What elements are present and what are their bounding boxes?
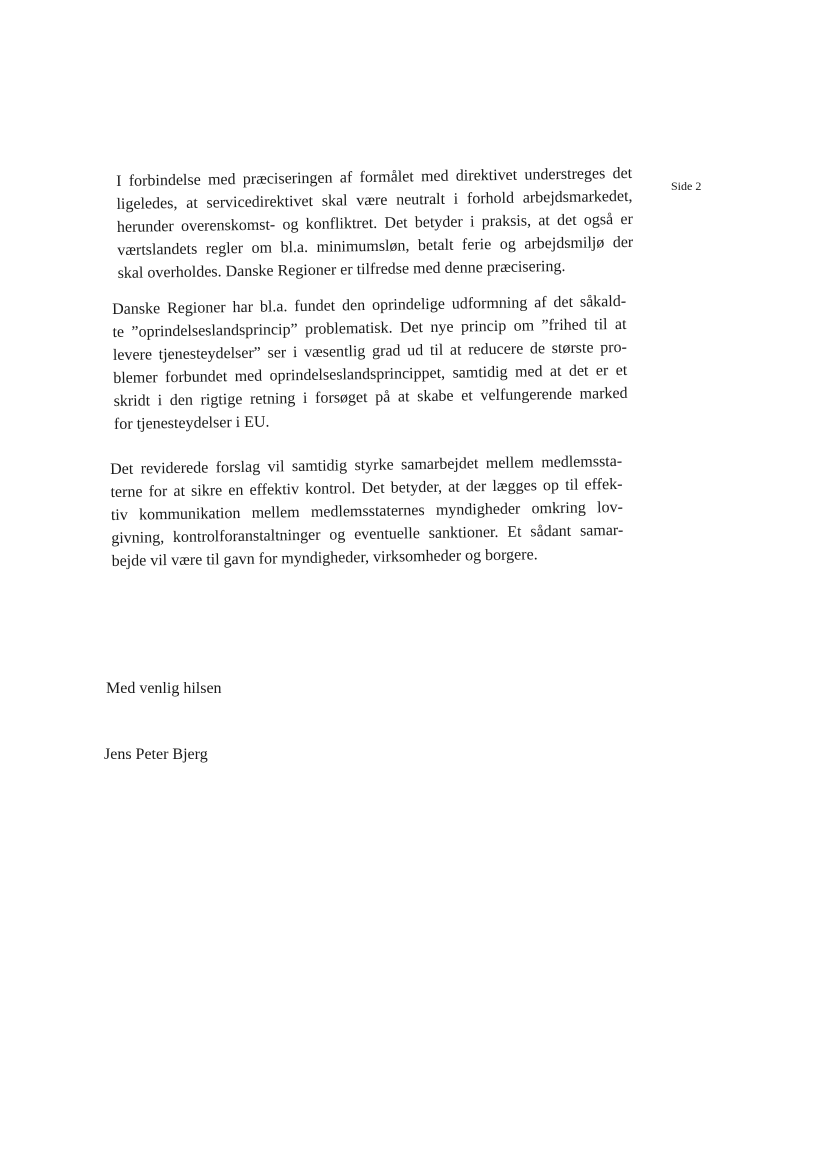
paragraph-line: Danske Regioner har bl.a. fundet den oprindelige udformning af det såkald-: [112, 292, 627, 318]
closing-greeting: Med venlig hilsen: [106, 680, 222, 697]
paragraph-line: te ”oprindelseslandsprincip” problematisk. Det nye princip om ”frihed til at: [112, 315, 627, 341]
paragraph-line: for tjenesteydelser i EU.: [113, 413, 270, 433]
paragraph-line: bejde vil være til gavn for myndigheder, virksomheder og borgere.: [111, 546, 538, 570]
paragraph-cooperation: [110, 450, 624, 573]
paragraph-line: givning, kontrolforanstaltninger og eventuelle sanktioner. Et sådant samar-: [111, 521, 624, 547]
paragraph-line: ligeledes, at servicedirektivet skal være neutralt i forhold arbejdsmarkedet,: [116, 187, 633, 213]
paragraph-line: terne for at sikre en effektiv kontrol. Det betyder, at der lægges op til effek-: [110, 475, 623, 501]
page-number: Side 2: [671, 179, 702, 193]
paragraph-line: skal overholdes. Danske Regioner er tilfredse med denne præcisering.: [117, 257, 566, 282]
paragraph-line: I forbindelse med præciseringen af formålet med direktivet understreges det: [116, 164, 633, 190]
signature-name: Jens Peter Bjerg: [104, 746, 208, 763]
paragraph-line: herunder overenskomst- og konfliktret. Det betyder i praksis, at det også er: [116, 210, 633, 236]
paragraph-line: skridt i den rigtige retning i forsøget på at skabe et velfungerende marked: [113, 384, 628, 410]
paragraph-line: blemer forbundet med oprindelseslandsprincippet, samtidig med at det er et: [113, 361, 628, 387]
paragraph-line: levere tjenesteydelser” ser i væsentlig grad ud til at reducere de største pro-: [112, 338, 627, 364]
paragraph-line: tiv kommunikation mellem medlemsstaternes myndigheder omkring lov-: [110, 498, 623, 524]
paragraph-origin-principle: [112, 290, 628, 436]
paragraph-line: Det reviderede forslag vil samtidig styrke samarbejdet mellem medlemssta-: [110, 452, 623, 478]
paragraph-purpose-clarification: [116, 162, 634, 285]
paragraph-line: værtslandets regler om bl.a. minimumsløn, betalt ferie og arbejdsmiljø der: [117, 233, 634, 259]
